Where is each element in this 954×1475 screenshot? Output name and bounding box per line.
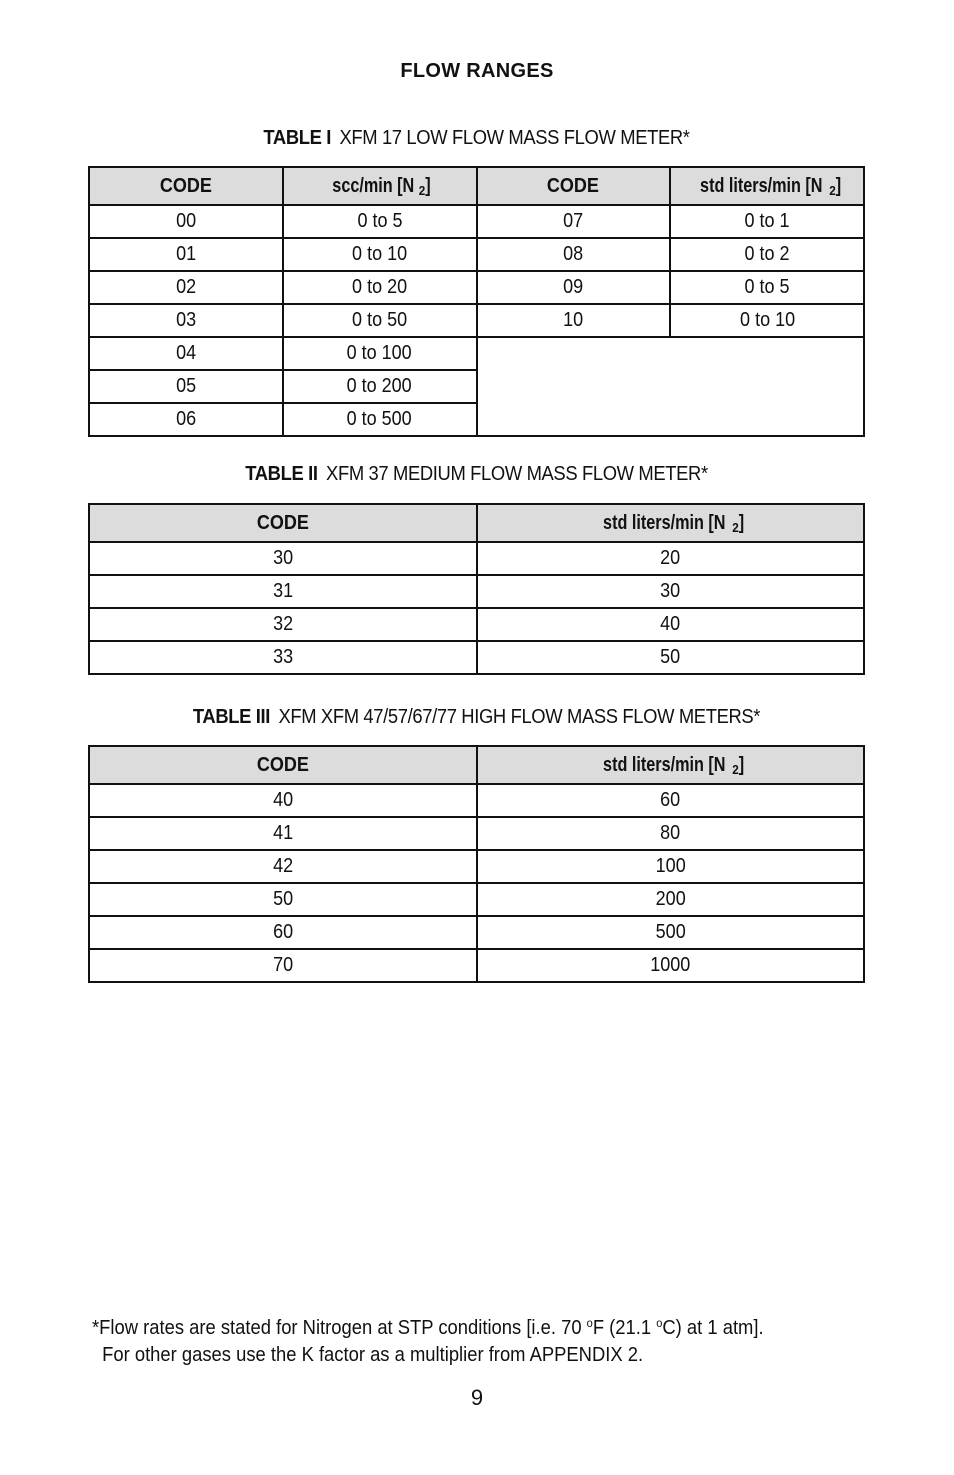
table-cell: 0 to 100 xyxy=(283,337,477,370)
table-row xyxy=(89,271,864,304)
table-cell: 10 xyxy=(477,304,671,337)
table-cell: 0 to 5 xyxy=(670,271,864,304)
table-row xyxy=(89,916,864,949)
table1-caption-text: XFM 17 LOW FLOW MASS FLOW METER* xyxy=(339,127,690,149)
table-cell: 08 xyxy=(477,238,671,271)
table-cell: 60 xyxy=(477,784,865,817)
table2-header-row xyxy=(89,504,864,542)
table3-header-row xyxy=(89,746,864,784)
table2 xyxy=(88,503,865,675)
table1-header-code-a: CODE xyxy=(89,167,283,205)
table1 xyxy=(88,166,865,437)
table-cell: 42 xyxy=(89,850,477,883)
table-cell: 30 xyxy=(89,542,477,575)
table1-caption xyxy=(119,127,834,150)
table-cell: 03 xyxy=(89,304,283,337)
table-cell: 0 to 10 xyxy=(283,238,477,271)
table-row xyxy=(89,238,864,271)
table-cell: 40 xyxy=(477,608,865,641)
table-cell: 100 xyxy=(477,850,865,883)
table-cell: 30 xyxy=(477,575,865,608)
table-row xyxy=(89,817,864,850)
table-cell: 04 xyxy=(89,337,283,370)
table-row xyxy=(89,205,864,238)
empty-cell xyxy=(477,337,865,436)
table3-header-code: CODE xyxy=(89,746,477,784)
table-cell: 70 xyxy=(89,949,477,982)
table-cell: 0 to 200 xyxy=(283,370,477,403)
table-cell: 33 xyxy=(89,641,477,674)
table-row xyxy=(89,304,864,337)
footnote-line-1: *Flow rates are stated for Nitrogen at STP conditions [i.e. 70 $^o$F (21.1 $^o$C) at 1 atm]. xyxy=(92,1316,764,1339)
table2-header-code: CODE xyxy=(89,504,477,542)
degree-symbol: o xyxy=(586,1316,593,1330)
table-row xyxy=(89,575,864,608)
table-cell: 0 to 10 xyxy=(670,304,864,337)
table-cell: 60 xyxy=(89,916,477,949)
table3-label: TABLE III xyxy=(192,706,271,728)
table-cell: 40 xyxy=(89,784,477,817)
table-cell: 06 xyxy=(89,403,283,436)
table-cell: 0 to 1 xyxy=(670,205,864,238)
table3-header-unit: std liters/min [N $_2$] xyxy=(477,746,865,784)
table-cell: 09 xyxy=(477,271,671,304)
footnote xyxy=(92,1310,828,1369)
table-cell: 20 xyxy=(477,542,865,575)
table-row xyxy=(89,850,864,883)
table-cell: 32 xyxy=(89,608,477,641)
table-cell: 31 xyxy=(89,575,477,608)
table-row xyxy=(89,337,864,370)
table3-caption-text: XFM XFM 47/57/67/77 HIGH FLOW MASS FLOW METERS* xyxy=(278,706,761,728)
table2-label: TABLE II xyxy=(245,463,318,485)
table3 xyxy=(88,745,865,983)
table-cell: 200 xyxy=(477,883,865,916)
table-cell: 00 xyxy=(89,205,283,238)
table-cell: 1000 xyxy=(477,949,865,982)
table-row xyxy=(89,608,864,641)
table1-header-code-b: CODE xyxy=(477,167,671,205)
table-cell: 50 xyxy=(89,883,477,916)
table-row xyxy=(89,542,864,575)
table1-label: TABLE I xyxy=(263,127,332,149)
page-title: FLOW RANGES xyxy=(400,60,554,82)
table-cell: 01 xyxy=(89,238,283,271)
footnote-line-2: For other gases use the K factor as a multiplier from APPENDIX 2. xyxy=(102,1344,644,1366)
table-row xyxy=(89,784,864,817)
table1-header-unit-a: scc/min [N $_2$] xyxy=(283,167,477,205)
table1-header-row xyxy=(89,167,864,205)
table-cell: 500 xyxy=(477,916,865,949)
degree-symbol: o xyxy=(656,1316,663,1330)
table2-caption-text: XFM 37 MEDIUM FLOW MASS FLOW METER* xyxy=(326,463,708,485)
table-row xyxy=(89,883,864,916)
table-cell: 0 to 50 xyxy=(283,304,477,337)
table-cell: 80 xyxy=(477,817,865,850)
table-cell: 05 xyxy=(89,370,283,403)
table-cell: 41 xyxy=(89,817,477,850)
table-row xyxy=(89,641,864,674)
table-cell: 0 to 500 xyxy=(283,403,477,436)
table2-caption xyxy=(119,463,834,486)
table-cell: 0 to 20 xyxy=(283,271,477,304)
table-row xyxy=(89,949,864,982)
table1-header-unit-b: std liters/min [N $_2$] xyxy=(670,167,864,205)
table-cell: 50 xyxy=(477,641,865,674)
table-cell: 0 to 2 xyxy=(670,238,864,271)
table-cell: 02 xyxy=(89,271,283,304)
table2-header-unit: std liters/min [N $_2$] xyxy=(477,504,865,542)
table3-caption xyxy=(119,706,834,729)
page-number: 9 xyxy=(470,1385,484,1410)
table-cell: 0 to 5 xyxy=(283,205,477,238)
table-cell: 07 xyxy=(477,205,671,238)
